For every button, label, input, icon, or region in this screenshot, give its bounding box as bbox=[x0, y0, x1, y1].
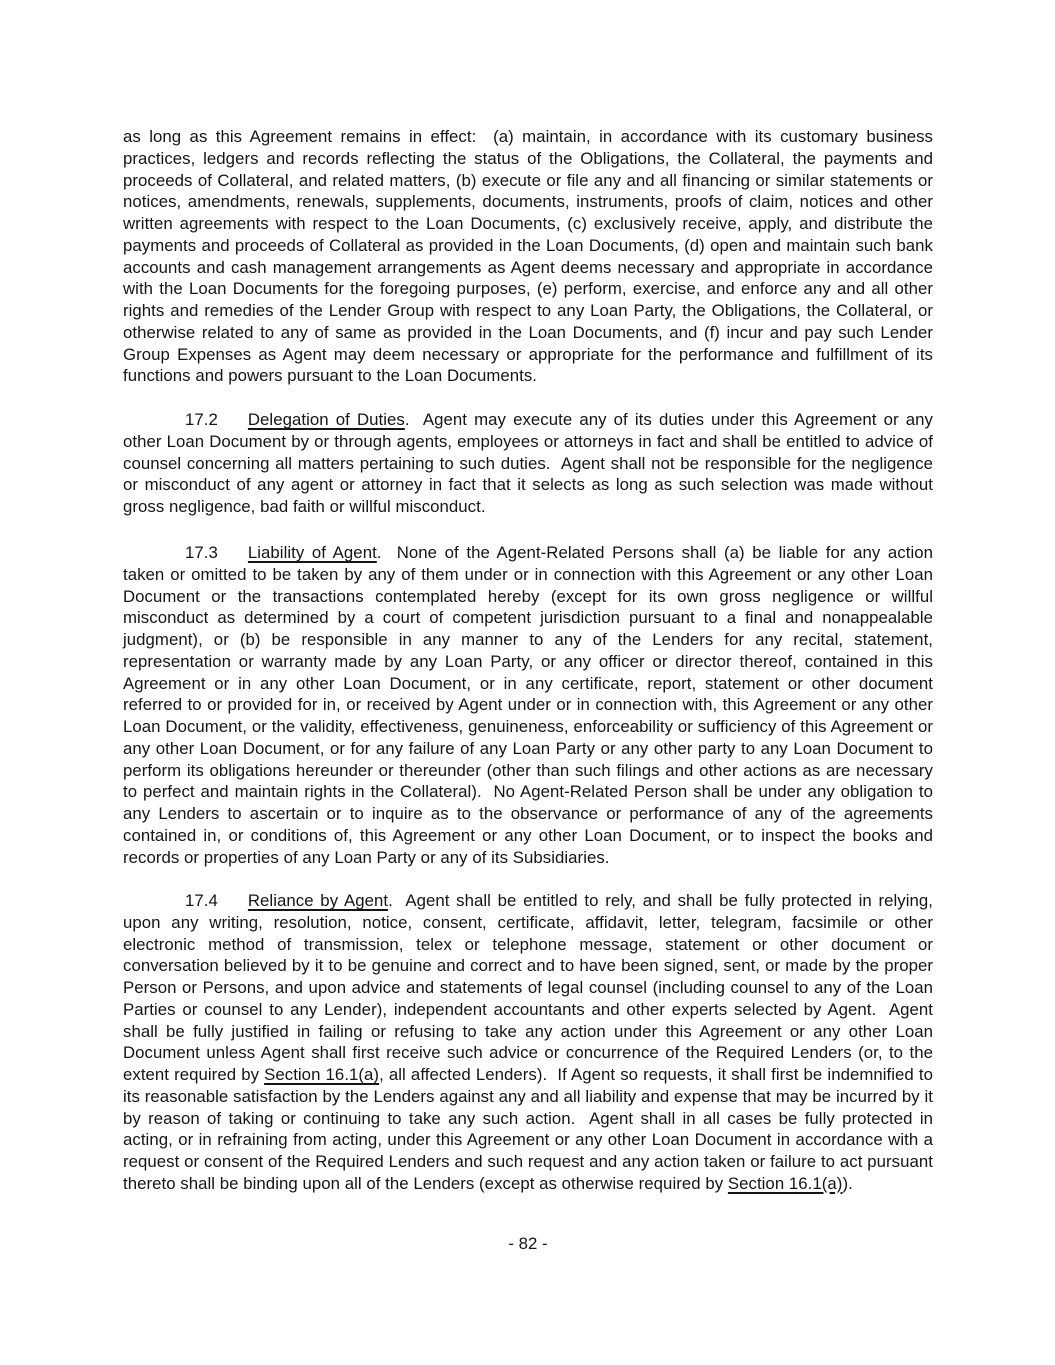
section-body: . Agent shall be entitled to rely, and shall be fully protected in relying, upon any writing, resolution, notice, consent, certificate, affidavit, letter, telegram, facsimile or other electronic method of transmission, telex or telephone message, statement or other document or conversation believed by it to be genuine and correct and to have been signed, sent, or made by the proper Person or Persons, and upon advice and statements of legal counsel (including counsel to any of the Loan Parties or counsel to any Lender), independent accountants and other experts selected by Agent. Agent shall be fully justified in failing or refusing to take any action under this Agreement or any other Loan Document unless Agent shall first receive such advice or concurrence of the Required Lenders (or, to the extent required by bbox=[123, 891, 933, 1084]
paragraph-text: as long as this Agreement remains in effect: (a) maintain, in accordance with its customary business practices, ledgers and records reflecting the status of the Obligations, the Collateral, the payments and proceeds of Collateral, and related matters, (b) execute or file any and all financing or similar statements or notices, amendments, renewals, supplements, documents, instruments, proofs of claim, notices and other written agreements with respect to the Loan Documents, (c) exclusively receive, apply, and distribute the payments and proceeds of Collateral as provided in the Loan Documents, (d) open and maintain such bank accounts and cash management arrangements as Agent deems necessary and appropriate in accordance with the Loan Documents for the foregoing purposes, (e) perform, exercise, and enforce any and all other rights and remedies of the Lender Group with respect to any Loan Party, the Obligations, the Collateral, or otherwise related to any of same as provided in the Loan Documents, and (f) incur and pay such Lender Group Expenses as Agent may deem necessary or appropriate for the performance and fulfillment of its functions and powers pursuant to the Loan Documents. bbox=[123, 127, 933, 386]
section-heading: Delegation of Duties bbox=[247, 410, 405, 429]
paragraph-section-17-2 bbox=[123, 409, 933, 518]
section-body: . None of the Agent-Related Persons shall (a) be liable for any action taken or omitted to be taken by any of them under or in connection with this Agreement or any other Loan Document or the transactions contemplated hereby (except for its own gross negligence or willful misconduct as determined by a court of competent jurisdiction pursuant to a final and nonappealable judgment), or (b) be responsible in any manner to any of the Lenders for any recital, statement, representation or warranty made by any Loan Party, or any officer or director thereof, contained in this Agreement or in any other Loan Document, or in any certificate, report, statement or other document referred to or provided for in, or received by Agent under or in connection with, this Agreement or any other Loan Document, or the validity, effectiveness, genuineness, enforceability or sufficiency of this Agreement or any other Loan Document, or for any failure of any Loan Party or any other party to any Loan Document to perform its obligations hereunder or thereunder (other than such filings and other actions as are necessary to perfect and maintain rights in the Collateral). No Agent-Related Person shall be under any obligation to any Lenders to ascertain or to inquire as to the observance or performance of any of the agreements contained in, or conditions of, this Agreement or any other Loan Document, or to inspect the books and records or properties of any Loan Party or any of its Subsidiaries. bbox=[123, 543, 933, 867]
section-number: 17.4 bbox=[185, 891, 218, 910]
paragraph-section-17-3 bbox=[123, 542, 933, 868]
section-number: 17.2 bbox=[185, 410, 218, 429]
paragraph-continuation bbox=[123, 126, 933, 387]
section-body: ). bbox=[842, 1173, 853, 1193]
section-heading: Reliance by Agent bbox=[247, 891, 389, 910]
section-body: , all affected Lenders). If Agent so requests, it shall first be indemnified to its reasonable satisfaction by the Lenders against any and all liability and expense that may be incurred by it by reason of taking or continuing to take any such action. Agent shall in all cases be fully protected in acting, or in refraining from acting, under this Agreement or any other Loan Document in accordance with a request or consent of the Required Lenders and such request and any action taken or failure to act pursuant thereto shall be binding upon all of the Lenders (except as otherwise required by bbox=[123, 1065, 933, 1193]
section-reference: Section 16.1(a) bbox=[727, 1173, 843, 1193]
section-body: . Agent may execute any of its duties under this Agreement or any other Loan Document by or through agents, employees or attorneys in fact and shall be entitled to advice of counsel concerning all matters pertaining to such duties. Agent shall not be responsible for the negligence or misconduct of any agent or attorney in fact that it selects as long as such selection was made without gross negligence, bad faith or willful misconduct. bbox=[123, 410, 933, 516]
section-reference: Section 16.1(a) bbox=[264, 1065, 380, 1084]
section-heading: Liability of Agent bbox=[247, 543, 377, 562]
paragraph-section-17-4 bbox=[123, 890, 933, 1195]
page-number: - 82 - bbox=[508, 1234, 548, 1253]
section-number: 17.3 bbox=[185, 543, 218, 562]
